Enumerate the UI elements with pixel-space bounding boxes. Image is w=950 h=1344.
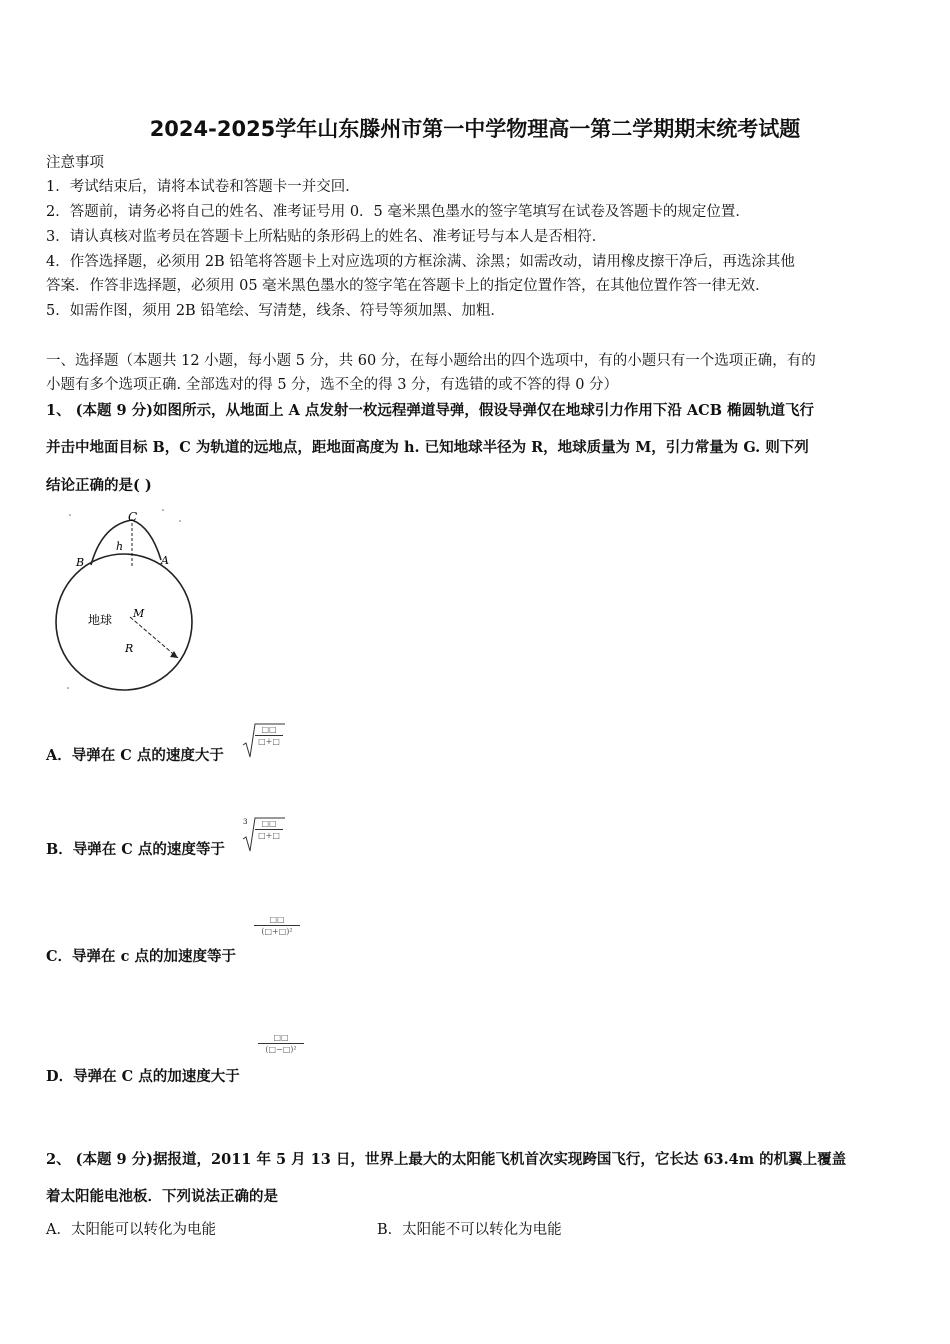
notice-item: 4．作答选择题，必须用 2B 铅笔将答题卡上对应选项的方框涂满、涂黑；如需改动，请用橡皮擦干净后，再选涂其他 [46,254,795,270]
label-m: M [133,607,145,620]
earth-circle [56,554,192,690]
fraction-denominator: □+□ [258,831,280,840]
option-a-fraction [255,725,283,746]
q1-option-d: D．导弹在 C 点的加速度大于 [46,1068,240,1085]
fraction-numerator: □□ [261,819,277,828]
label-c: C [128,510,138,524]
q2-option-b: B．太阳能不可以转化为电能 [377,1222,562,1238]
fraction-numerator: □□ [273,1033,289,1042]
radius-line [130,617,178,658]
label-h: h [116,540,124,553]
fraction-denominator: (□−□)² [265,1045,297,1054]
label-r: R [125,642,134,655]
q1-stem-line1: 1、 (本题 9 分)如图所示，从地面上 A 点发射一枚远程弹道导弹，假设导弹仅在地球引力作用下沿 ACB 椭圆轨道飞行 [46,402,815,419]
notice-item: 1．考试结束后，请将本试卷和答题卡一并交回． [46,179,360,195]
q2-option-a: A．太阳能可以转化为电能 [46,1222,216,1238]
q1-option-b: B．导弹在 C 点的速度等于 [46,841,225,858]
q1-option-a: A．导弹在 C 点的速度大于 [46,747,224,764]
section-heading-line2: 小题有多个选项正确. 全部选对的得 5 分，选不全的得 3 分，有选错的或不答的得 0 分） [46,377,619,393]
label-earth: 地球 [88,613,113,627]
notice-item: 3．请认真核对监考员在答题卡上所粘贴的条形码上的姓名、准考证号与本人是否相符． [46,229,607,245]
option-d-fraction [258,1033,304,1054]
notice-item: 答案．作答非选择题，必须用 05 毫米黑色墨水的签字笔在答题卡上的指定位置作答，在其他位置作答一律无效． [46,278,770,294]
label-a: A [161,554,169,567]
section-heading-line1: 一、选择题（本题共 12 小题，每小题 5 分，共 60 分，在每小题给出的四个选项中，有的小题只有一个选项正确，有的 [46,353,816,369]
notice-item: 2．答题前，请务必将自己的姓名、准考证号用 0．5 毫米黑色墨水的签字笔填写在试卷及答题卡的规定位置． [46,204,750,220]
fraction-numerator: □□ [269,915,285,924]
label-b: B [76,556,85,569]
notice-heading: 注意事项 [46,155,104,171]
q1-stem-line3: 结论正确的是( ) [46,477,152,494]
option-b-fraction [255,819,283,840]
q1-option-c: C．导弹在 c 点的加速度等于 [46,948,236,965]
notice-item: 5．如需作图，须用 2B 铅笔绘、写清楚，线条、符号等须加黑、加粗． [46,303,505,319]
fraction-denominator: (□+□)² [261,927,293,936]
fraction-numerator: □□ [261,725,277,734]
q2-stem-line1: 2、 (本题 9 分)据报道，2011 年 5 月 13 日，世界上最大的太阳能飞机首次实现跨国飞行，它长达 63.4m 的机翼上覆盖 [46,1151,847,1168]
root-index: 3 [243,818,248,826]
q2-stem-line2: 着太阳能电池板．下列说法正确的是 [46,1188,278,1205]
q1-figure [46,505,206,695]
q1-stem-line2: 并击中地面目标 B，C 为轨道的远地点，距地面高度为 h. 已知地球半径为 R，地球质量为 M，引力常量为 G. 则下列 [46,439,809,456]
page-title: 2024-2025学年山东滕州市第一中学物理高一第二学期期末统考试题 [149,117,801,141]
fraction-denominator: □+□ [258,737,280,746]
option-c-fraction [254,915,300,936]
